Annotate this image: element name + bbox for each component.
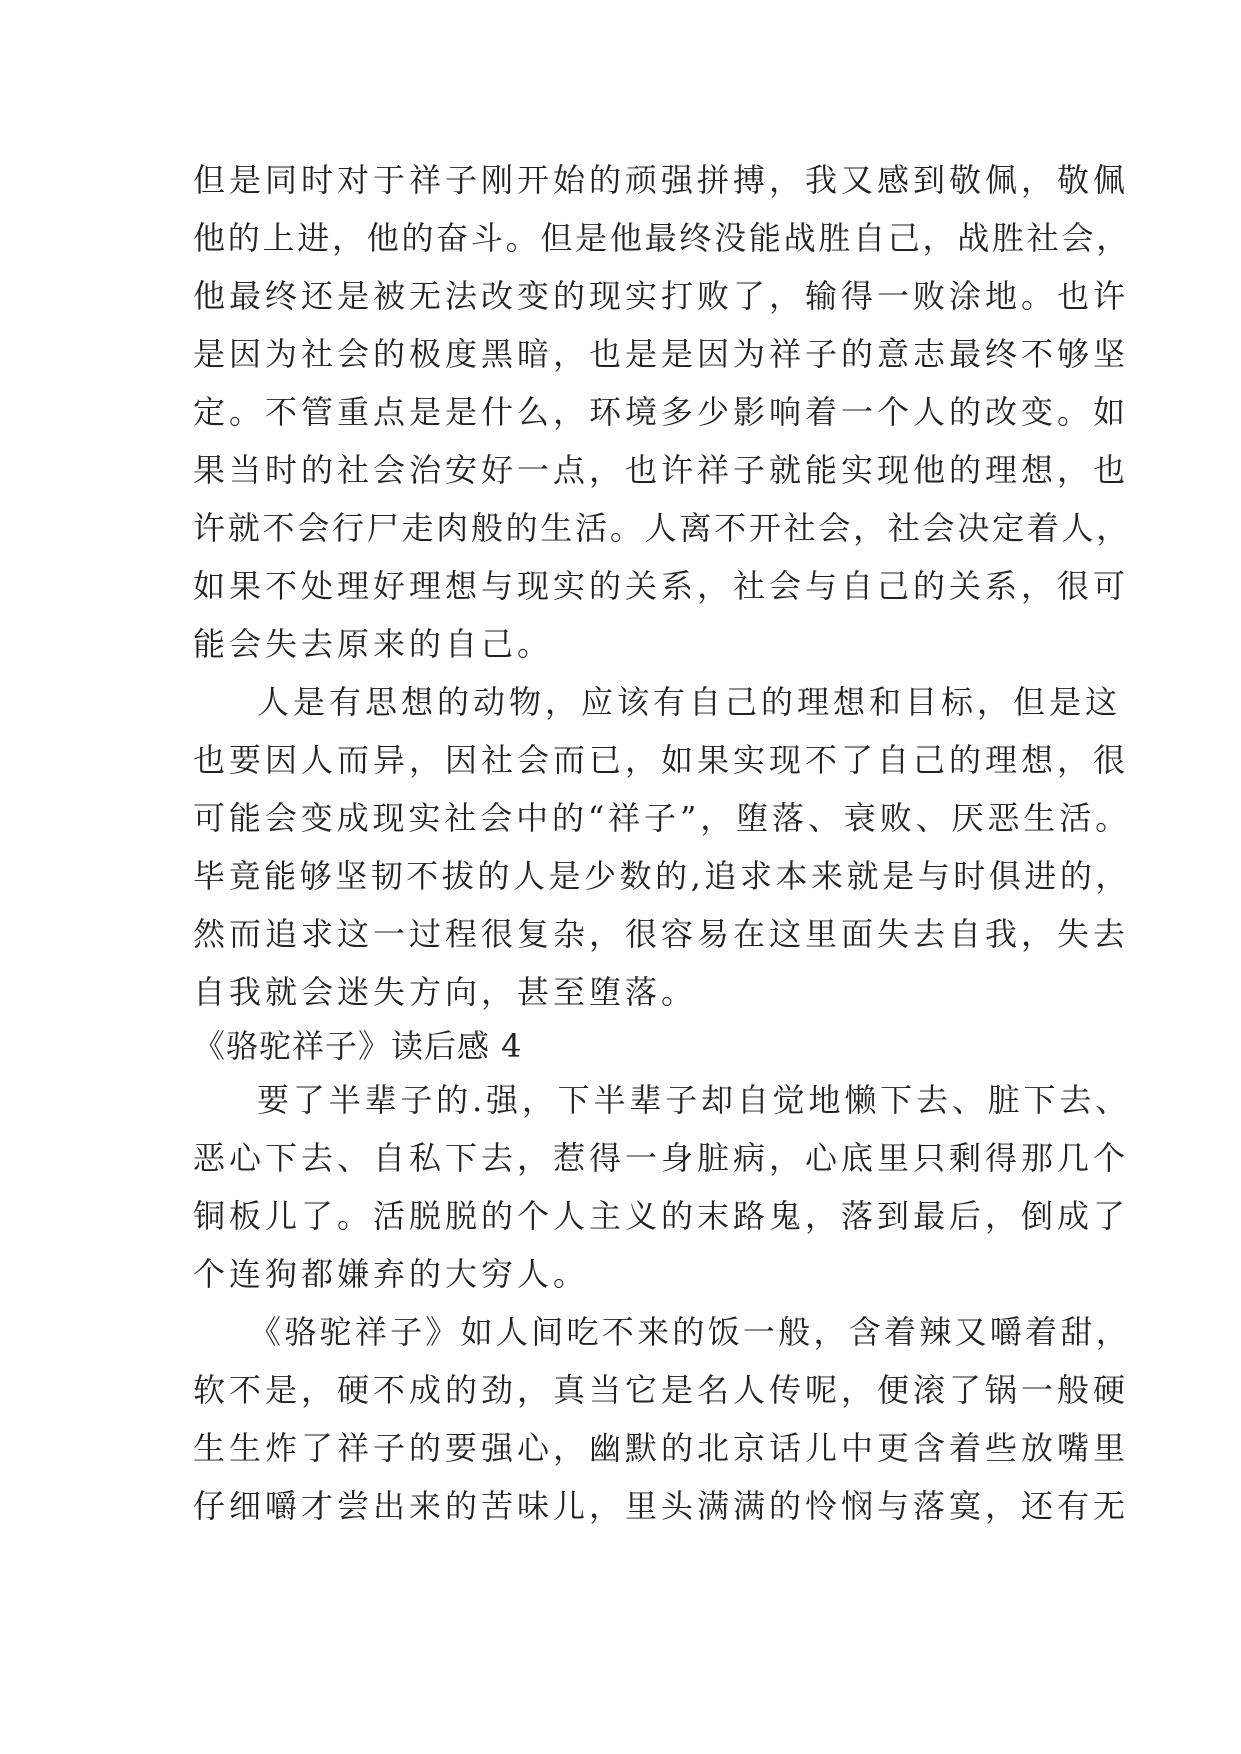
text-line: 可能会变成现实社会中的“祥子”，堕落、衰败、厌恶生活。	[193, 799, 1131, 837]
text-line: 他最终还是被无法改变的现实打败了，输得一败涂地。也许	[193, 277, 1130, 315]
text-line: 但是同时对于祥子刚开始的顽强拼搏，我又感到敬佩，敬佩	[193, 161, 1130, 199]
text-line: 如果不处理好理想与现实的关系，社会与自己的关系，很可	[193, 567, 1130, 605]
text-line: 是因为社会的极度黑暗，也是是因为祥子的意志最终不够坚	[193, 335, 1130, 373]
text-line: 毕竟能够坚韧不拔的人是少数的,追求本来就是与时俱进的，	[193, 857, 1131, 895]
text-line: 定。不管重点是是什么，环境多少影响着一个人的改变。如	[193, 393, 1130, 431]
paragraph-first-line: 《骆驼祥子》如人间吃不来的饭一般，含着辣又嚼着甜，	[249, 1313, 1131, 1351]
text-line: 生生炸了祥子的要强心，幽默的北京话儿中更含着些放嘴里	[193, 1429, 1130, 1467]
text-line: 软不是，硬不成的劲，真当它是名人传呢，便滚了锅一般硬	[193, 1371, 1130, 1409]
text-line: 果当时的社会治安好一点，也许祥子就能实现他的理想，也	[193, 451, 1130, 489]
text-line: 恶心下去、自私下去，惹得一身脏病，心底里只剩得那几个	[193, 1139, 1130, 1177]
section-heading: 《骆驼祥子》读后感 4	[193, 1027, 523, 1065]
text-line: 能会失去原来的自己。	[193, 625, 554, 663]
text-line: 个连狗都嫌弃的大穷人。	[193, 1255, 590, 1293]
text-line: 自我就会迷失方向，甚至堕落。	[193, 973, 698, 1011]
text-line: 他的上进，他的奋斗。但是他最终没能战胜自己，战胜社会，	[193, 219, 1131, 257]
text-line: 许就不会行尸走肉般的生活。人离不开社会，社会决定着人，	[193, 509, 1131, 547]
paragraph-first-line: 人是有思想的动物，应该有自己的理想和目标，但是这	[257, 683, 1122, 721]
text-line: 仔细嚼才尝出来的苦味儿，里头满满的怜悯与落寞，还有无	[193, 1487, 1130, 1525]
text-line: 铜板儿了。活脱脱的个人主义的末路鬼，落到最后，倒成了	[193, 1197, 1130, 1235]
paragraph-first-line: 要了半辈子的.强，下半辈子却自觉地懒下去、脏下去、	[257, 1081, 1131, 1119]
text-line: 也要因人而异，因社会而已，如果实现不了自己的理想，很	[193, 741, 1130, 779]
text-line: 然而追求这一过程很复杂，很容易在这里面失去自我，失去	[193, 915, 1130, 953]
